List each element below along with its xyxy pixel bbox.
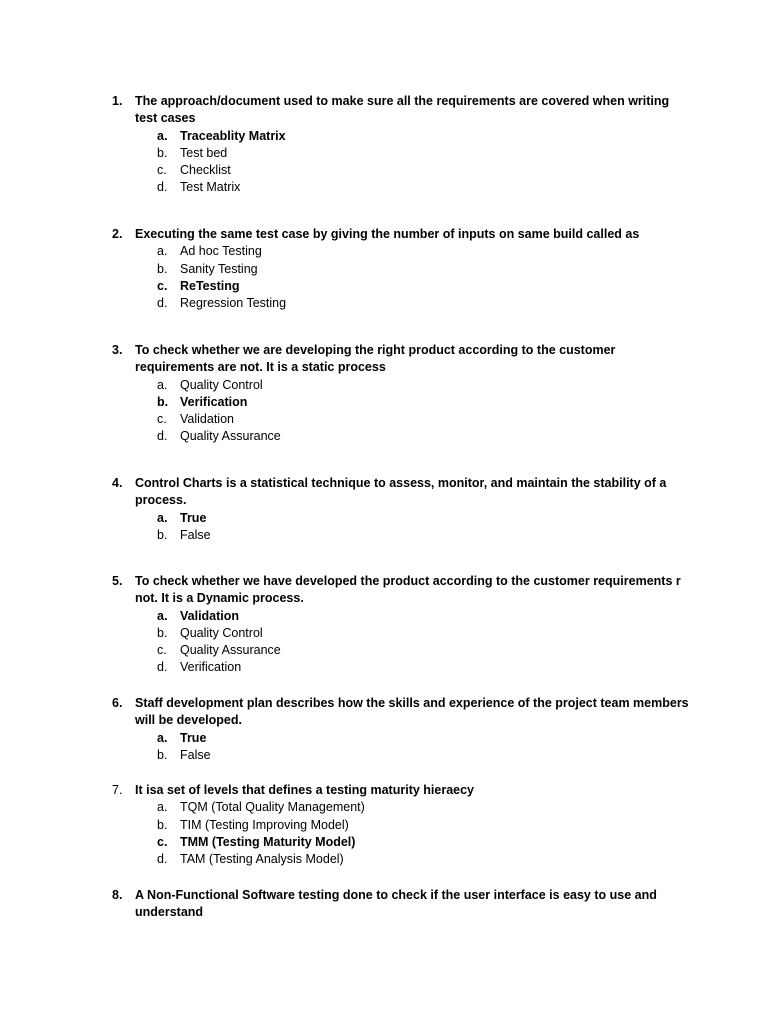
option-a: a. Traceablity Matrix [157, 128, 286, 143]
option-c: c. Checklist [157, 163, 231, 178]
option-c: c. TMM (Testing Maturity Model) [157, 834, 356, 849]
option-b: b. False [157, 747, 211, 762]
question-text: A Non-Functional Software testing done to check if the user interface is easy to use and understand [135, 888, 657, 920]
question-text: Control Charts is a statistical technique to assess, monitor, and maintain the stability of a process. [135, 476, 667, 508]
options-list [112, 128, 692, 197]
options-list [112, 510, 692, 545]
question-number: 3. [112, 343, 123, 357]
question-number: 1. [112, 94, 123, 108]
option-b: b. False [157, 527, 211, 542]
option-a: a. TQM (Total Quality Management) [157, 800, 365, 815]
option-b: b. Quality Control [157, 625, 263, 640]
options-list [112, 799, 692, 868]
option-d: d. Regression Testing [157, 296, 287, 311]
option-a: a. Validation [157, 608, 240, 623]
option-b: b. Test bed [157, 145, 228, 160]
option-c: c. ReTesting [157, 278, 240, 293]
question-number: 5. [112, 574, 123, 588]
option-d: d. Test Matrix [157, 180, 241, 195]
option-c: c. Validation [157, 412, 234, 427]
question-number: 7. [112, 783, 123, 797]
question-number: 8. [112, 888, 123, 902]
option-b: b. Sanity Testing [157, 261, 258, 276]
question-text: The approach/document used to make sure all the requirements are covered when writing test cases [135, 94, 670, 126]
question-text: Staff development plan describes how the skills and experience of the project team members will be developed. [135, 696, 689, 728]
question-7 [112, 782, 692, 868]
option-b: b. Verification [157, 394, 248, 409]
options-list [112, 243, 692, 312]
question-number: 6. [112, 696, 123, 710]
options-list [112, 730, 692, 765]
question-text: To check whether we have developed the product according to the customer requirements r not. It is a Dynamic process. [135, 574, 681, 606]
question-text: It isa set of levels that defines a testing maturity hieraecy [135, 783, 475, 797]
option-a: a. True [157, 730, 207, 745]
option-d: d. Verification [157, 660, 242, 675]
question-number: 2. [112, 227, 123, 241]
option-a: a. Ad hoc Testing [157, 244, 262, 259]
option-d: d. TAM (Testing Analysis Model) [157, 852, 344, 867]
question-text: Executing the same test case by giving the number of inputs on same build called as [135, 227, 640, 241]
options-list [112, 608, 692, 677]
option-d: d. Quality Assurance [157, 429, 281, 444]
question-2 [112, 226, 692, 312]
question-4 [112, 475, 692, 544]
question-5 [112, 573, 692, 677]
options-list [112, 377, 692, 446]
question-text: To check whether we are developing the right product according to the customer requirements are not. It is a static process [135, 343, 616, 375]
question-3 [112, 342, 692, 446]
option-a: a. Quality Control [157, 377, 263, 392]
option-c: c. Quality Assurance [157, 643, 281, 658]
question-1 [112, 93, 692, 197]
question-number: 4. [112, 476, 123, 490]
question-6 [112, 695, 692, 764]
option-a: a. True [157, 510, 207, 525]
question-8 [112, 887, 692, 922]
option-b: b. TIM (Testing Improving Model) [157, 817, 349, 832]
